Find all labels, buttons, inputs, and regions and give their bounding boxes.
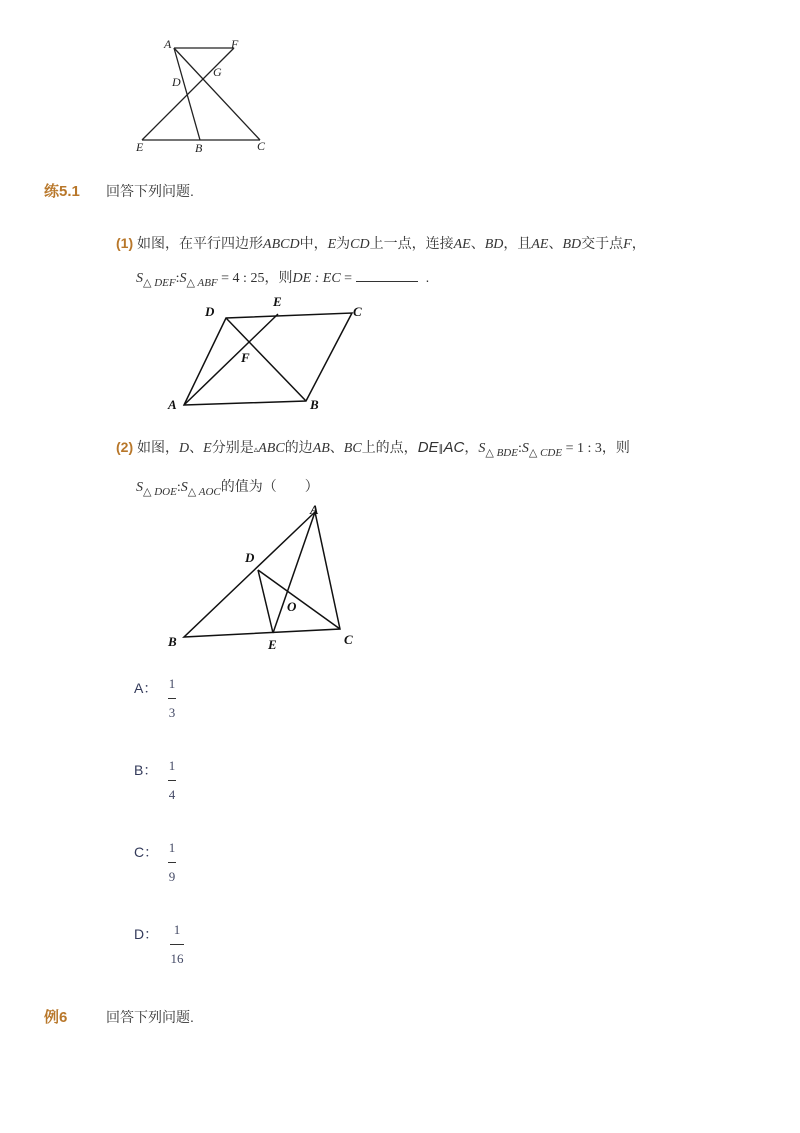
question-2-line2: $S_{\triangle DOE}:S_{\triangle AOC}$的值为（ ） [136, 478, 319, 498]
label-c: C [353, 304, 362, 319]
question-number: (1) [116, 235, 134, 251]
parallelogram-figure [160, 292, 380, 416]
option-label: C： [134, 844, 159, 860]
question-1-line2: $S_{\triangle DEF}:S_{\triangle ABF} = 4$ : 25，则DE : EC = . [136, 269, 430, 289]
label-e: E [136, 140, 144, 154]
option-d[interactable] [134, 922, 214, 982]
label-d: D [172, 75, 181, 89]
segment-ae [184, 314, 278, 405]
label-b: B [195, 141, 203, 155]
triangle-figure [160, 500, 370, 655]
question-number: (2) [116, 439, 134, 455]
question-1-line1: (1) 如图，在平行四边形ABCD中，E为CD上一点，连接AE、BD，且AE、BD交于点F， [116, 235, 646, 252]
option-c[interactable] [134, 840, 214, 900]
option-label: B： [134, 762, 158, 778]
section-instruction: 回答下列问题. [106, 183, 194, 199]
label-f: F [241, 350, 250, 365]
label-o: O [287, 599, 297, 614]
label-c: C [344, 632, 353, 647]
label-a: A [168, 397, 177, 412]
label-b: B [310, 397, 319, 412]
label-d: D [205, 304, 215, 319]
section-instruction: 回答下列问题. [106, 1009, 194, 1025]
fraction: 1 16 [170, 922, 184, 966]
section-tag: 练5.1 [44, 183, 80, 200]
label-f: F [231, 37, 239, 51]
section-tag: 例6 [44, 1009, 68, 1026]
section-6-header [44, 1006, 67, 1027]
option-a[interactable] [134, 676, 214, 736]
label-g: G [213, 65, 222, 79]
top-figure [130, 32, 280, 158]
label-d: D [245, 550, 255, 565]
question-2-line1: (2) 如图，D、E分别是▵ABC的边AB、BC上的点，DE∥AC，$S_{\triangle BDE}:S_{\triangle CDE} = 1$ : 3，则 [116, 439, 630, 459]
label-e: E [268, 637, 277, 652]
section-5-1-header [44, 180, 80, 201]
segment-ef [142, 48, 234, 140]
answer-blank[interactable] [356, 269, 418, 282]
segment-bd [226, 318, 306, 401]
label-c: C [257, 139, 266, 153]
option-label: D： [134, 926, 159, 942]
parallelogram-abcd [184, 313, 352, 405]
label-e: E [273, 294, 282, 309]
label-b: B [168, 634, 177, 649]
label-a: A [310, 502, 319, 517]
fraction: 1 3 [168, 676, 176, 720]
triangle-abc [184, 512, 340, 637]
fraction: 1 9 [168, 840, 176, 884]
label-a: A [164, 37, 172, 51]
option-label: A： [134, 680, 158, 696]
segment-ae [273, 512, 315, 633]
option-b[interactable] [134, 758, 214, 818]
fraction: 1 4 [168, 758, 176, 802]
